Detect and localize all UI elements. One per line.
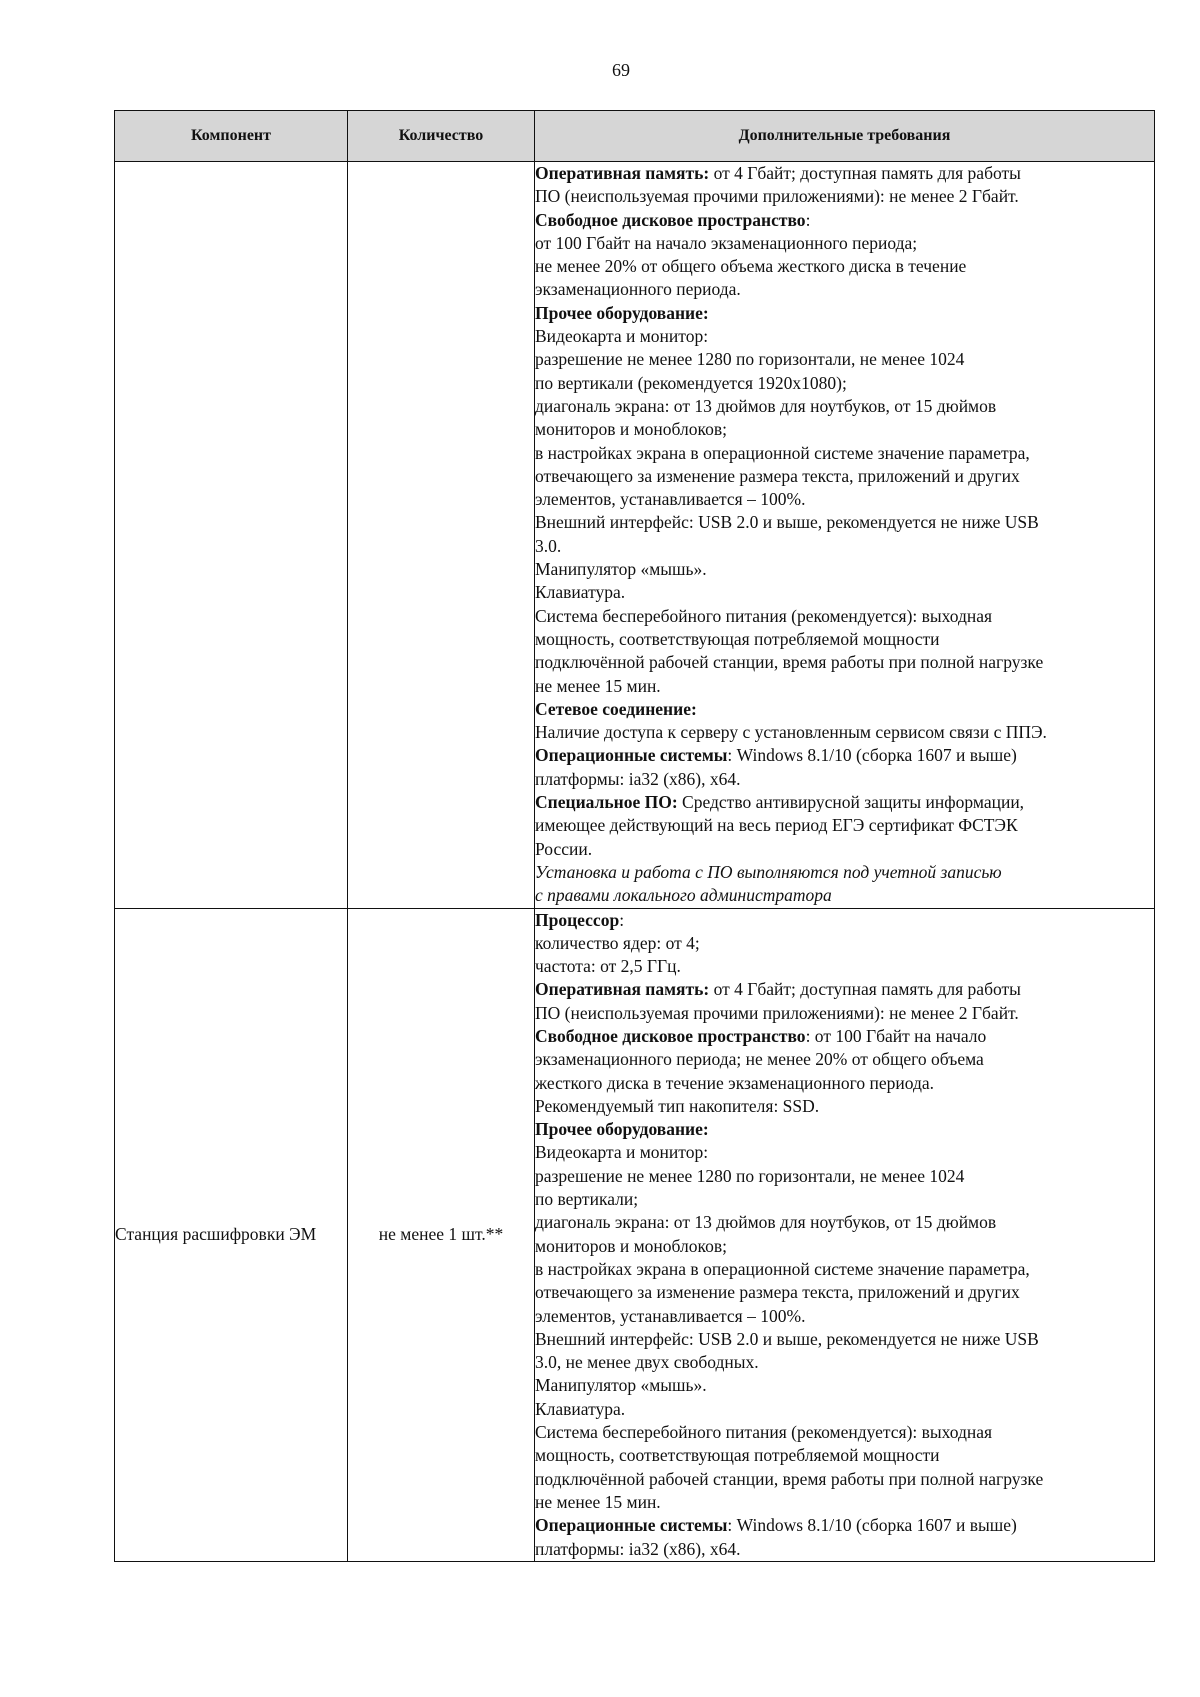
table-header-row bbox=[115, 111, 1155, 162]
requirement-text: мониторов и моноблоков; bbox=[535, 1235, 727, 1256]
requirement-line bbox=[535, 535, 1154, 558]
requirement-text: ПО (неиспользуемая прочими приложениями): не менее 2 Гбайт. bbox=[535, 1002, 1019, 1023]
requirement-text: имеющее действующий на весь период ЕГЭ сертификат ФСТЭК bbox=[535, 815, 1018, 836]
requirement-text: Клавиатура. bbox=[535, 1398, 626, 1419]
requirement-text: Наличие доступа к серверу с установленным сервисом связи с ППЭ. bbox=[535, 722, 1047, 743]
requirement-line bbox=[535, 1444, 1154, 1467]
requirement-heading: Прочее оборудование: bbox=[535, 1119, 709, 1140]
requirement-line bbox=[535, 698, 1154, 721]
requirement-text: количество ядер: от 4; bbox=[535, 932, 700, 953]
requirement-text: Рекомендуемый тип накопителя: SSD. bbox=[535, 1095, 820, 1116]
requirement-text: отвечающего за изменение размера текста, приложений и других bbox=[535, 465, 1020, 486]
requirement-text: частота: от 2,5 ГГц. bbox=[535, 956, 681, 977]
requirement-line bbox=[535, 955, 1154, 978]
requirement-line bbox=[535, 1235, 1154, 1258]
requirement-heading: Сетевое соединение: bbox=[535, 698, 697, 719]
requirement-line bbox=[535, 675, 1154, 698]
requirement-text: ПО (неиспользуемая прочими приложениями): не менее 2 Гбайт. bbox=[535, 186, 1019, 207]
requirement-text: 3.0. bbox=[535, 535, 562, 556]
requirement-line bbox=[535, 721, 1154, 744]
requirement-note: Установка и работа с ПО выполняются под учетной записью bbox=[535, 861, 1002, 882]
requirement-text: подключённой рабочей станции, время работы при полной нагрузке bbox=[535, 652, 1044, 673]
table-row bbox=[115, 908, 1155, 1561]
quantity-cell: не менее 1 шт.** bbox=[348, 908, 535, 1561]
requirement-text: : bbox=[805, 209, 811, 230]
requirement-line bbox=[535, 465, 1154, 488]
page-number: 69 bbox=[612, 60, 630, 80]
requirement-line bbox=[535, 302, 1154, 325]
header-requirements: Дополнительные требования bbox=[535, 111, 1155, 162]
requirement-text: разрешение не менее 1280 по горизонтали, не менее 1024 bbox=[535, 1165, 965, 1186]
requirement-heading: Прочее оборудование: bbox=[535, 302, 709, 323]
requirement-line bbox=[535, 1328, 1154, 1351]
requirement-line bbox=[535, 1514, 1154, 1537]
requirement-text: Видеокарта и монитор: bbox=[535, 1142, 709, 1163]
requirement-line bbox=[535, 884, 1154, 907]
requirement-text: : Windows 8.1/10 (сборка 1607 и выше) bbox=[727, 1515, 1017, 1536]
requirement-text: Манипулятор «мышь». bbox=[535, 559, 707, 580]
requirement-text: в настройках экрана в операционной системе значение параметра, bbox=[535, 1258, 1030, 1279]
requirement-line bbox=[535, 162, 1154, 185]
requirement-line bbox=[535, 791, 1154, 814]
requirement-heading: Операционные системы bbox=[535, 1515, 728, 1536]
requirement-heading: Оперативная память: bbox=[535, 979, 710, 1000]
requirement-heading: Свободное дисковое пространство bbox=[535, 209, 806, 230]
header-quantity: Количество bbox=[348, 111, 535, 162]
requirement-line bbox=[535, 1048, 1154, 1071]
requirement-text: Внешний интерфейс: USB 2.0 и выше, рекомендуется не ниже USB bbox=[535, 1328, 1039, 1349]
requirement-line bbox=[535, 932, 1154, 955]
requirement-text: экзаменационного периода. bbox=[535, 279, 741, 300]
requirement-text: : от 100 Гбайт на начало bbox=[805, 1025, 987, 1046]
requirement-line bbox=[535, 511, 1154, 534]
requirement-line bbox=[535, 814, 1154, 837]
requirement-text: 3.0, не менее двух свободных. bbox=[535, 1352, 759, 1373]
requirement-text: : bbox=[619, 909, 625, 930]
requirement-text: Система бесперебойного питания (рекомендуется): выходная bbox=[535, 1422, 993, 1443]
requirement-text: России. bbox=[535, 838, 593, 859]
requirement-line bbox=[535, 1468, 1154, 1491]
requirement-line bbox=[535, 1281, 1154, 1304]
requirement-line bbox=[535, 978, 1154, 1001]
requirement-line bbox=[535, 1025, 1154, 1048]
requirement-text: мониторов и моноблоков; bbox=[535, 419, 727, 440]
requirement-line bbox=[535, 1258, 1154, 1281]
requirement-line bbox=[535, 838, 1154, 861]
requirement-heading: Оперативная память: bbox=[535, 163, 710, 183]
requirement-line bbox=[535, 255, 1154, 278]
requirement-text: от 4 Гбайт; доступная память для работы bbox=[709, 979, 1021, 1000]
requirement-text: экзаменационного периода; не менее 20% от общего объема bbox=[535, 1049, 984, 1070]
component-cell: Станция расшифровки ЭМ bbox=[115, 908, 348, 1561]
requirement-line bbox=[535, 278, 1154, 301]
requirement-line bbox=[535, 558, 1154, 581]
requirement-line bbox=[535, 1165, 1154, 1188]
requirement-text: Внешний интерфейс: USB 2.0 и выше, рекомендуется не ниже USB bbox=[535, 512, 1039, 533]
requirement-line bbox=[535, 1141, 1154, 1164]
requirement-line bbox=[535, 185, 1154, 208]
requirement-text: по вертикали; bbox=[535, 1189, 639, 1210]
requirements-table bbox=[114, 110, 1155, 1562]
requirement-text: отвечающего за изменение размера текста, приложений и других bbox=[535, 1282, 1020, 1303]
requirement-line bbox=[535, 488, 1154, 511]
requirement-line bbox=[535, 768, 1154, 791]
requirement-text: диагональ экрана: от 13 дюймов для ноутбуков, от 15 дюймов bbox=[535, 1212, 997, 1233]
requirement-text: Манипулятор «мышь». bbox=[535, 1375, 707, 1396]
requirement-text: в настройках экрана в операционной системе значение параметра, bbox=[535, 442, 1030, 463]
requirement-text: от 100 Гбайт на начало экзаменационного периода; bbox=[535, 232, 918, 253]
requirement-line bbox=[535, 418, 1154, 441]
quantity-cell bbox=[348, 162, 535, 909]
requirement-line bbox=[535, 628, 1154, 651]
requirement-line bbox=[535, 581, 1154, 604]
requirement-heading: Специальное ПО: bbox=[535, 792, 678, 813]
requirement-line bbox=[535, 1491, 1154, 1514]
requirement-heading: Операционные системы bbox=[535, 745, 728, 766]
requirement-line bbox=[535, 605, 1154, 628]
requirement-text: платформы: ia32 (x86), x64. bbox=[535, 768, 741, 789]
requirement-line bbox=[535, 1072, 1154, 1095]
requirement-line bbox=[535, 1538, 1154, 1561]
component-cell bbox=[115, 162, 348, 909]
requirement-text: мощность, соответствующая потребляемой мощности bbox=[535, 628, 940, 649]
requirement-line bbox=[535, 1002, 1154, 1025]
requirement-text: не менее 15 мин. bbox=[535, 1491, 661, 1512]
requirement-text: диагональ экрана: от 13 дюймов для ноутбуков, от 15 дюймов bbox=[535, 395, 997, 416]
header-component: Компонент bbox=[115, 111, 348, 162]
requirement-text: не менее 15 мин. bbox=[535, 675, 661, 696]
requirement-line bbox=[535, 1095, 1154, 1118]
requirement-line bbox=[535, 372, 1154, 395]
requirement-line bbox=[535, 209, 1154, 232]
requirement-line bbox=[535, 442, 1154, 465]
requirement-line bbox=[535, 1398, 1154, 1421]
requirement-line bbox=[535, 744, 1154, 767]
requirement-line bbox=[535, 909, 1154, 932]
requirements-cell bbox=[535, 162, 1155, 909]
requirement-line bbox=[535, 861, 1154, 884]
table-row bbox=[115, 162, 1155, 909]
requirement-line bbox=[535, 1118, 1154, 1141]
requirements-cell bbox=[535, 908, 1155, 1561]
requirement-text: Система бесперебойного питания (рекомендуется): выходная bbox=[535, 605, 993, 626]
requirement-text: элементов, устанавливается – 100%. bbox=[535, 489, 806, 510]
requirement-text: не менее 20% от общего объема жесткого диска в течение bbox=[535, 256, 967, 277]
requirement-line bbox=[535, 1421, 1154, 1444]
requirement-text: платформы: ia32 (x86), x64. bbox=[535, 1538, 741, 1559]
requirement-line bbox=[535, 1351, 1154, 1374]
requirement-text: от 4 Гбайт; доступная память для работы bbox=[709, 163, 1021, 183]
requirement-heading: Свободное дисковое пространство bbox=[535, 1025, 806, 1046]
requirement-line bbox=[535, 395, 1154, 418]
requirement-text: Средство антивирусной защиты информации, bbox=[677, 792, 1025, 813]
requirement-line bbox=[535, 1305, 1154, 1328]
requirement-line bbox=[535, 1211, 1154, 1234]
requirement-line bbox=[535, 232, 1154, 255]
requirement-text: подключённой рабочей станции, время работы при полной нагрузке bbox=[535, 1468, 1044, 1489]
requirement-text: по вертикали (рекомендуется 1920x1080); bbox=[535, 372, 847, 393]
requirement-text: мощность, соответствующая потребляемой мощности bbox=[535, 1445, 940, 1466]
requirement-text: разрешение не менее 1280 по горизонтали, не менее 1024 bbox=[535, 349, 965, 370]
requirement-text: : Windows 8.1/10 (сборка 1607 и выше) bbox=[727, 745, 1017, 766]
requirement-line bbox=[535, 348, 1154, 371]
requirement-line bbox=[535, 1188, 1154, 1211]
requirement-note: с правами локального администратора bbox=[535, 885, 832, 906]
requirement-text: элементов, устанавливается – 100%. bbox=[535, 1305, 806, 1326]
requirement-text: Видеокарта и монитор: bbox=[535, 326, 709, 347]
requirement-heading: Процессор bbox=[535, 909, 620, 930]
requirement-line bbox=[535, 1374, 1154, 1397]
requirement-text: жесткого диска в течение экзаменационного периода. bbox=[535, 1072, 934, 1093]
requirement-line bbox=[535, 325, 1154, 348]
requirement-line bbox=[535, 651, 1154, 674]
requirement-text: Клавиатура. bbox=[535, 582, 626, 603]
